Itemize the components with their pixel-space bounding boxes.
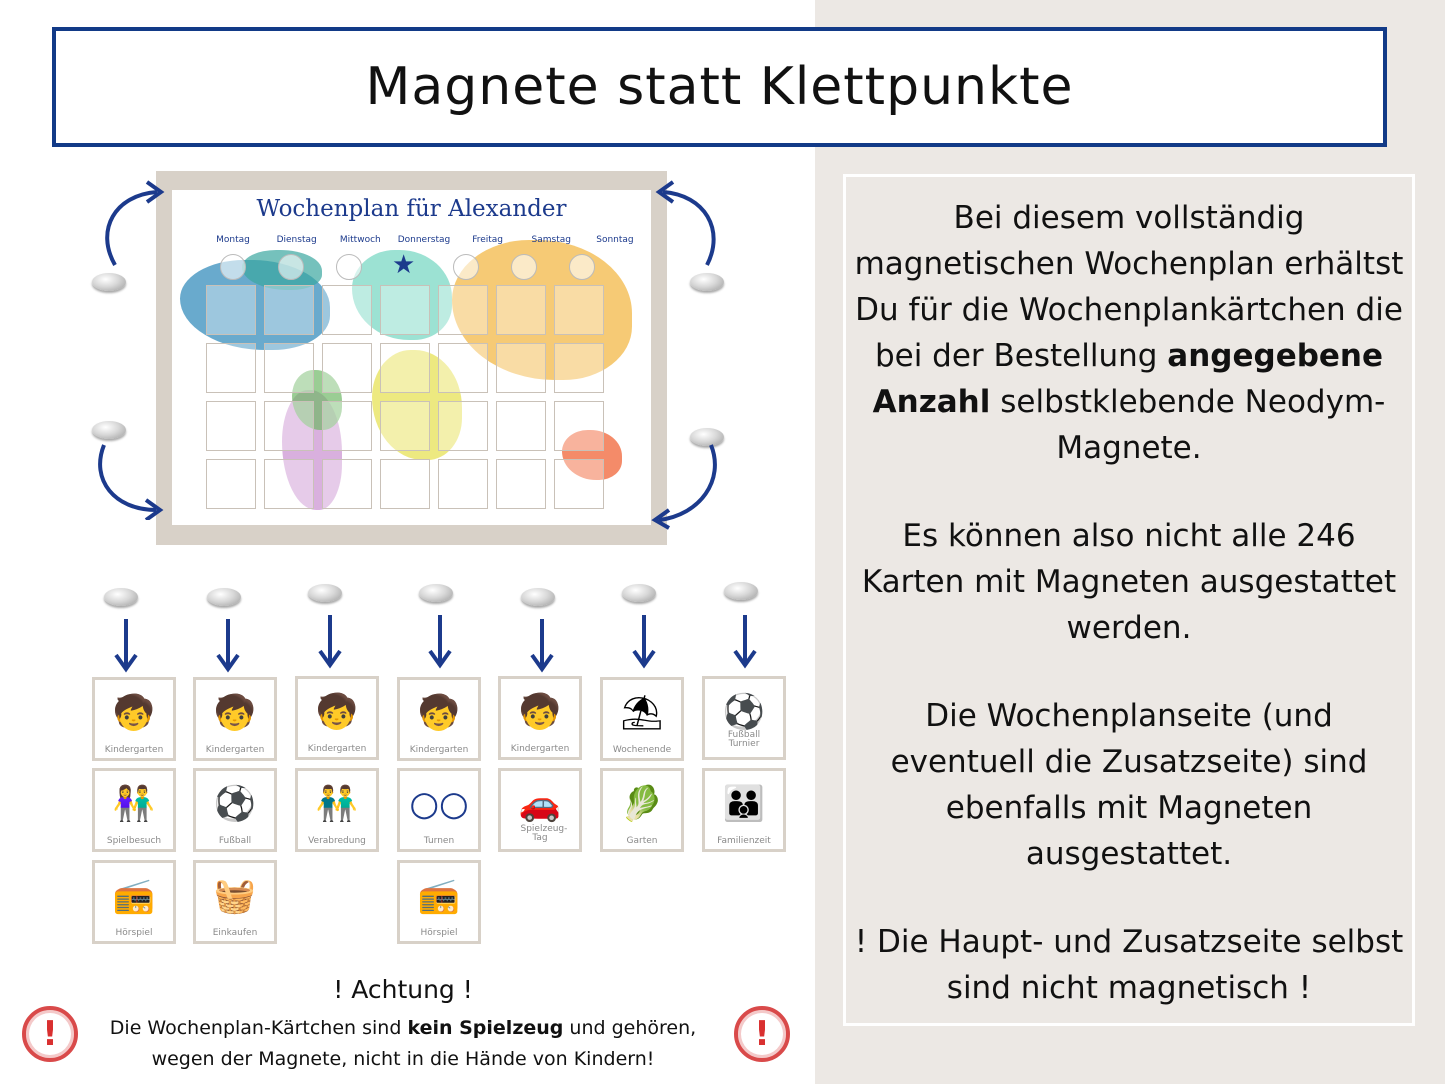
grid-slot	[380, 459, 430, 509]
activity-card	[295, 676, 379, 760]
card-label: Wochenende	[612, 745, 672, 755]
grid-slot	[496, 459, 546, 509]
arrow-down-icon	[733, 613, 757, 669]
arrow-down-icon	[318, 613, 342, 669]
info-paragraph-1	[854, 195, 1404, 471]
children-playing-icon: 🧒	[417, 693, 461, 733]
arrow-down-icon	[114, 617, 138, 673]
day-label: Montag	[216, 235, 250, 245]
warning-title: ! Achtung !	[333, 975, 473, 1004]
activity-card	[92, 768, 176, 852]
magnet	[724, 582, 758, 600]
shopping-box-icon: 🧺	[213, 876, 257, 916]
info-p1-b: selbstklebende Neodym-Magnete.	[990, 384, 1386, 466]
hammock-icon: ⛱	[620, 693, 664, 733]
card-label: Fußball Turnier	[727, 730, 761, 749]
activity-card	[193, 860, 277, 944]
exclamation-icon: !	[22, 1006, 78, 1062]
grid-slot	[438, 459, 488, 509]
magnet	[104, 588, 138, 606]
friends-icon: 👫	[112, 784, 156, 824]
card-label: Verabredung	[308, 836, 366, 846]
gym-rings-icon: ○○	[409, 784, 469, 824]
day-marker-circle	[511, 254, 537, 280]
grid-slot	[380, 343, 430, 393]
arrow-down-icon	[530, 617, 554, 673]
activity-card	[498, 676, 582, 760]
info-paragraph-3: Die Wochenplanseite (und eventuell die Zusatzseite) sind ebenfalls mit Magneten ausgestattet.	[890, 698, 1368, 872]
magnet	[92, 421, 126, 439]
magnet	[690, 273, 724, 291]
grid-slot	[554, 343, 604, 393]
info-p1-a: Bei diesem vollständig magnetischen Wochenplan erhältst Du für die Wochenplankärtchen die bei der Bestellung	[854, 200, 1404, 374]
warning-line1-b: und gehören,	[563, 1017, 697, 1039]
card-label: Fußball	[218, 836, 252, 846]
grid-slot	[496, 343, 546, 393]
grid-slot	[206, 285, 256, 335]
star-icon: ★	[392, 250, 416, 280]
magnet	[521, 588, 555, 606]
activity-card	[498, 768, 582, 852]
weekly-plan-board	[172, 190, 651, 525]
card-label: Spielbesuch	[106, 836, 162, 846]
radio-icon: 📻	[112, 876, 156, 916]
card-label: Einkaufen	[212, 928, 258, 938]
day-label: Sonntag	[596, 235, 634, 245]
info-p1-bold: angegebene Anzahl	[872, 338, 1384, 420]
family-icon: 👪	[722, 784, 766, 824]
day-label: Freitag	[472, 235, 504, 245]
grid-slot	[206, 459, 256, 509]
title-banner	[52, 27, 1387, 147]
card-label: Hörspiel	[420, 928, 458, 938]
card-label: Familienzeit	[717, 836, 771, 846]
day-marker-circle	[569, 254, 595, 280]
card-label: Kindergarten	[104, 745, 164, 755]
magnet	[419, 584, 453, 602]
exclamation-icon: !	[734, 1006, 790, 1062]
activity-card	[397, 768, 481, 852]
grid-slot	[438, 401, 488, 451]
warning-line1-bold: kein Spielzeug	[407, 1017, 564, 1039]
card-label: Kindergarten	[307, 744, 367, 754]
day-label: Samstag	[531, 235, 571, 245]
grid-slot	[322, 401, 372, 451]
card-label: Kindergarten	[205, 745, 265, 755]
card-label: Hörspiel	[115, 928, 153, 938]
card-label: Turnen	[423, 836, 455, 846]
grid-slot	[206, 401, 256, 451]
arrow-down-icon	[632, 613, 656, 669]
grid-slot	[380, 401, 430, 451]
grid-slot	[322, 285, 372, 335]
day-label: Mittwoch	[339, 235, 381, 245]
info-panel	[843, 174, 1415, 1026]
grid-slot	[322, 343, 372, 393]
playdate-icon: 👬	[315, 784, 359, 824]
day-headers	[204, 235, 644, 245]
day-marker-circle	[453, 254, 479, 280]
info-paragraph-4: ! Die Haupt- und Zusatzseite selbst sind nicht magnetisch !	[854, 924, 1404, 1006]
day-label: Dienstag	[276, 235, 317, 245]
grid-slot	[496, 401, 546, 451]
card-label: Garten	[626, 836, 658, 846]
curved-arrow-icon	[95, 180, 175, 270]
children-playing-icon: 🧒	[315, 692, 359, 732]
arrow-down-icon	[216, 617, 240, 673]
soccer-kids-icon: ⚽	[722, 692, 766, 732]
day-label: Donnerstag	[397, 235, 451, 245]
children-playing-icon: 🧒	[213, 693, 257, 733]
day-markers	[220, 250, 640, 282]
activity-card	[397, 860, 481, 944]
grid-slot	[264, 343, 314, 393]
grid-slot	[380, 285, 430, 335]
board-title: Wochenplan für Alexander	[256, 196, 567, 222]
arrow-down-icon	[428, 613, 452, 669]
card-label: Kindergarten	[409, 745, 469, 755]
card-label: Kindergarten	[510, 744, 570, 754]
grid-slot	[264, 401, 314, 451]
activity-card	[702, 768, 786, 852]
day-marker-circle	[336, 254, 362, 280]
magnet	[207, 588, 241, 606]
curved-arrow-icon	[645, 180, 725, 270]
page-title: Magnete statt Klettpunkte	[365, 57, 1074, 117]
activity-card	[92, 677, 176, 761]
warning-line1-a: Die Wochenplan-Kärtchen sind	[109, 1017, 408, 1039]
info-paragraph-2: Es können also nicht alle 246 Karten mit Magneten ausgestattet werden.	[861, 518, 1397, 646]
grid-slot	[554, 285, 604, 335]
activity-card	[193, 677, 277, 761]
soccer-ball-icon: ⚽	[213, 784, 257, 824]
activity-card	[397, 677, 481, 761]
children-playing-icon: 🧒	[518, 692, 562, 732]
grid-slot	[438, 343, 488, 393]
children-playing-icon: 🧒	[112, 693, 156, 733]
warning-text	[80, 1013, 726, 1075]
activity-card	[600, 677, 684, 761]
grid-slot	[554, 459, 604, 509]
curved-arrow-icon	[90, 440, 170, 520]
card-label: Spielzeug-Tag	[520, 824, 568, 843]
warning-line2: wegen der Magnete, nicht in die Hände von Kindern!	[151, 1048, 655, 1070]
magnet	[92, 273, 126, 291]
plan-grid	[206, 285, 604, 509]
day-marker-circle	[220, 254, 246, 280]
activity-card	[600, 768, 684, 852]
grid-slot	[554, 401, 604, 451]
radio-icon: 📻	[417, 876, 461, 916]
activity-card	[193, 768, 277, 852]
magnet	[622, 584, 656, 602]
grid-slot	[438, 285, 488, 335]
activity-card	[295, 768, 379, 852]
magnet	[308, 584, 342, 602]
curved-arrow-icon	[645, 440, 725, 530]
grid-slot	[206, 343, 256, 393]
vegetable-basket-icon: 🥬	[620, 784, 664, 824]
toy-car-icon: 🚗	[518, 784, 562, 824]
activity-card	[702, 676, 786, 760]
grid-slot	[496, 285, 546, 335]
grid-slot	[264, 285, 314, 335]
grid-slot	[264, 459, 314, 509]
activity-card	[92, 860, 176, 944]
day-marker-circle	[278, 254, 304, 280]
grid-slot	[322, 459, 372, 509]
